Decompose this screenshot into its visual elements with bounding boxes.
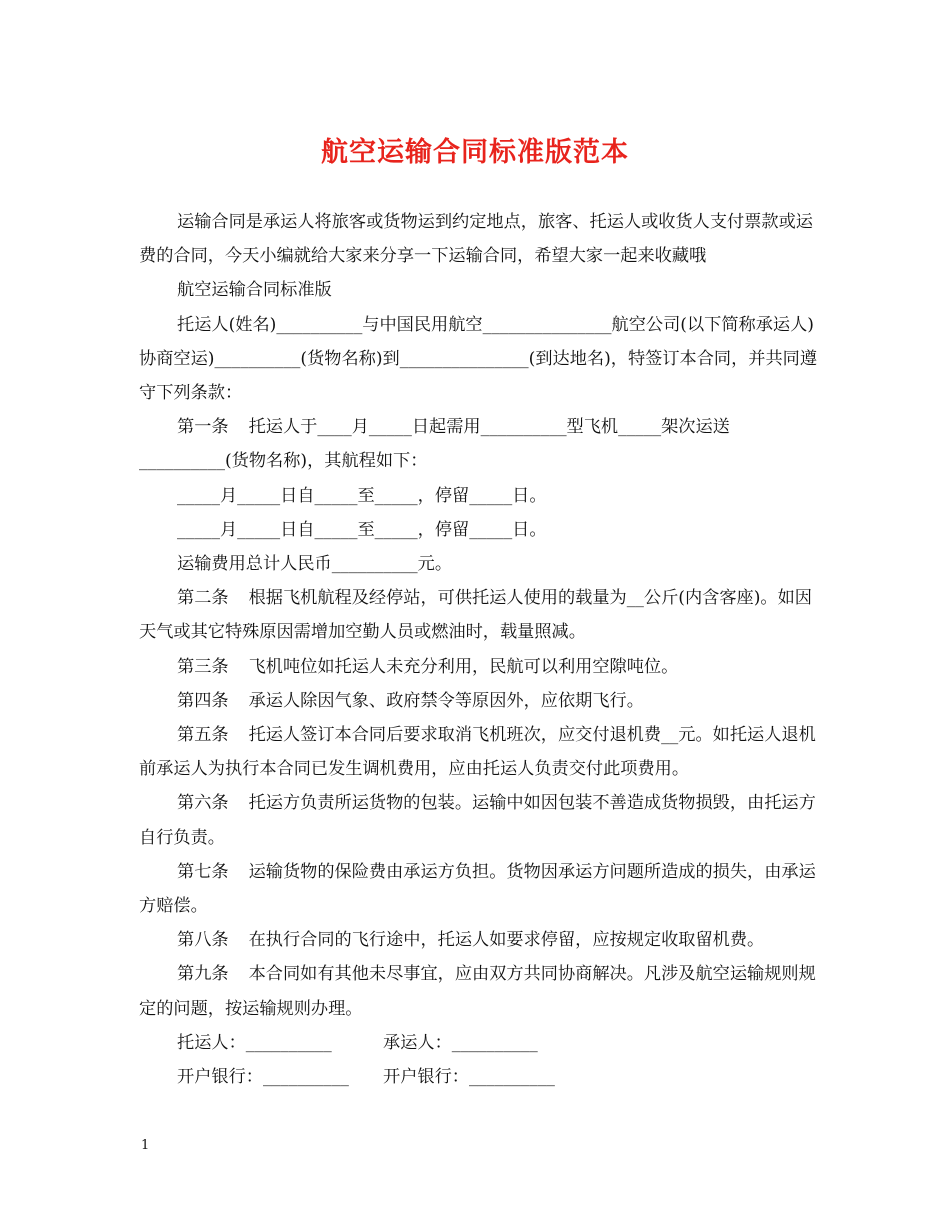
article-2-text: 根据飞机航程及经停站，可供托运人使用的载量为__公斤(内含客座)。如因天气或其它特殊原因需增加空勤人员或燃油时，载量照减。 [139, 588, 812, 643]
article-4-text: 承运人除因气象、政府禁令等原因外，应依期飞行。 [248, 690, 644, 711]
preamble-paragraph: 托运人(姓名)__________与中国民用航空_______________航空公司(以下简称承运人)协商空运)__________(货物名称)到_______________(到达地名)，特签订本合同，并共同遵守下列条款： [139, 314, 818, 404]
article-1-head: 第一条 [177, 417, 229, 438]
article-5-head: 第五条 [177, 725, 229, 746]
article-8 [139, 923, 819, 957]
article-4 [139, 684, 819, 718]
fee-line: 运输费用总计人民币__________元。 [177, 554, 453, 575]
document-title: 航空运输合同标准版范本 [321, 137, 629, 168]
carrier-signature: 承运人：__________ [383, 1032, 538, 1053]
article-8-text: 在执行合同的飞行途中，托运人如要求停留，应按规定收取留机费。 [248, 930, 765, 951]
subtitle-line: 航空运输合同标准版 [177, 280, 332, 301]
route-line-1: _____月_____日自_____至_____，停留_____日。 [177, 485, 547, 506]
article-9-head: 第九条 [177, 964, 229, 985]
article-7-text: 运输货物的保险费由承运方负担。货物因承运方问题所造成的损失，由承运方赔偿。 [139, 861, 816, 917]
article-5 [139, 718, 819, 786]
article-8-head: 第八条 [177, 930, 229, 951]
shipper-bank: 开户银行：__________ [177, 1067, 349, 1088]
intro-paragraph: 运输合同是承运人将旅客或货物运到约定地点，旅客、托运人或收货人支付票款或运费的合同，今天小编就给大家来分享一下运输合同，希望大家一起来收藏哦 [139, 212, 813, 267]
article-5-text: 托运人签订本合同后要求取消飞机班次，应交付退机费__元。如托运人退机前承运人为执行本合同已发生调机费用，应由托运人负责交付此项费用。 [139, 725, 816, 780]
carrier-bank: 开户银行：__________ [383, 1067, 555, 1088]
bank-row [139, 1060, 819, 1094]
article-2-head: 第二条 [177, 588, 229, 609]
article-6-head: 第六条 [177, 793, 229, 814]
route-line-2: _____月_____日自_____至_____，停留_____日。 [177, 519, 547, 540]
article-3-text: 飞机吨位如托运人未充分利用，民航可以利用空隙吨位。 [248, 656, 679, 677]
article-6-text: 托运方负责所运货物的包装。运输中如因包装不善造成货物损毁，由托运方自行负责。 [139, 793, 816, 848]
article-3-head: 第三条 [177, 656, 229, 677]
article-4-head: 第四条 [177, 690, 229, 711]
article-1-text: 托运人于____月_____日起需用__________型飞机_____架次运送__________(货物名称)，其航程如下： [139, 417, 730, 472]
article-1 [139, 410, 819, 478]
article-6 [139, 786, 819, 854]
article-9-text: 本合同如有其他未尽事宜，应由双方共同协商解决。凡涉及航空运输规则规定的问题，按运输规则办理。 [139, 964, 816, 1019]
page-number: 1 [141, 1138, 150, 1153]
article-7 [139, 855, 819, 923]
signature-row [139, 1026, 819, 1060]
shipper-signature: 托运人：__________ [177, 1032, 332, 1053]
article-2 [139, 581, 819, 649]
article-3 [139, 650, 819, 684]
article-9 [139, 957, 819, 1025]
document-body [139, 205, 819, 1094]
article-7-head: 第七条 [177, 861, 229, 882]
